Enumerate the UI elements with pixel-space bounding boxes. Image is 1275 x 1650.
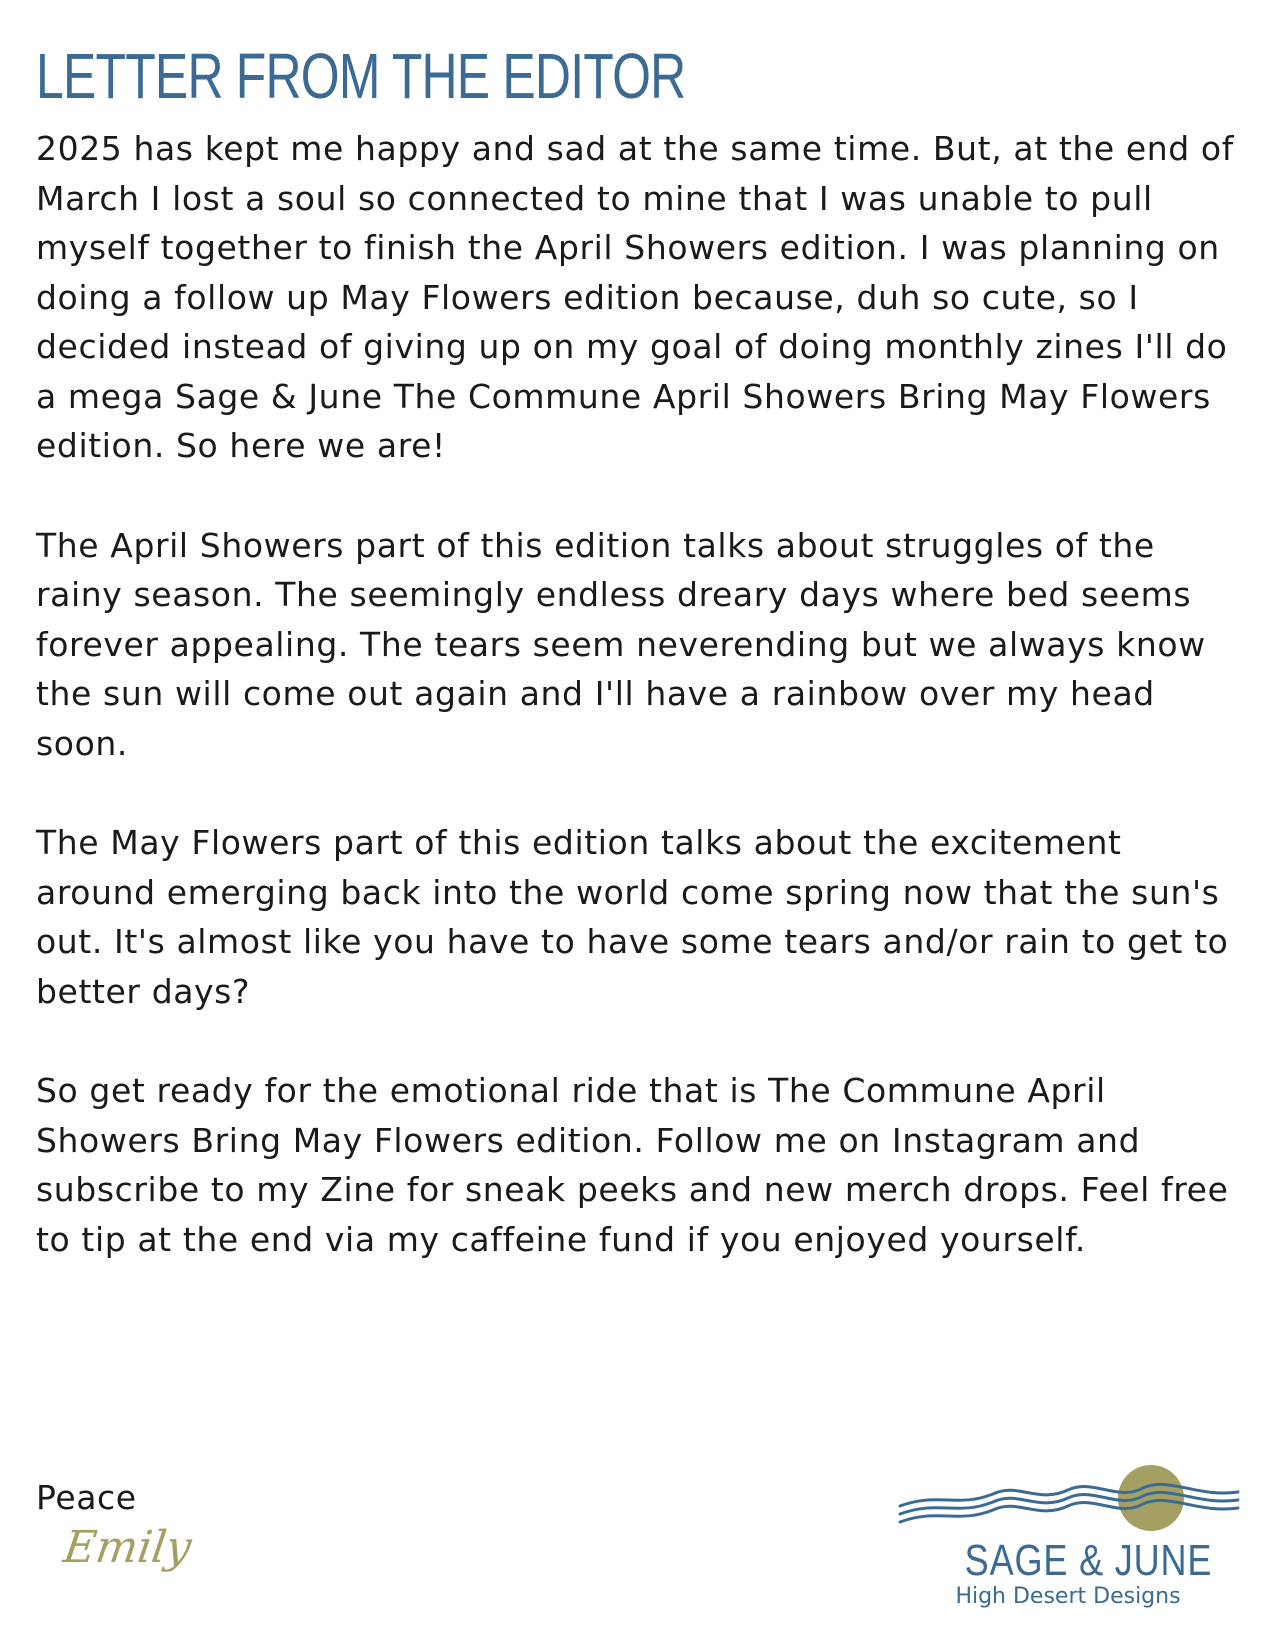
logo-tagline: High Desert Designs (955, 1584, 1181, 1609)
mountain-sun-logo-icon (898, 1462, 1242, 1542)
paragraph-april-showers: The April Showers part of this edition talks about struggles of the rainy season. The seemingly endless dreary days where bed seems forever appealing. The tears seem neverending but we always know the sun will come out again and I'll have a rainbow over my head soon. (36, 525, 1206, 763)
paragraph-may-flowers: The May Flowers part of this edition talks about the excitement around emerging back into the world come spring now that the sun's out. It's almost like you have to have some tears and/or rain to get to better days? (36, 823, 1229, 1011)
brand-logo (898, 1462, 1242, 1622)
signature: Emily (60, 1522, 195, 1573)
signoff: Peace (36, 1478, 137, 1517)
letter-body (36, 124, 1251, 1314)
paragraph-closing: So get ready for the emotional ride that is The Commune April Showers Bring May Flowers edition. Follow me on Instagram and subscribe to my Zine for sneak peeks and new merch drops. Feel free to tip at the end via my caffeine fund if you enjoyed yourself. (36, 1071, 1229, 1259)
mountain-waves-icon (900, 1484, 1238, 1522)
sun-icon (1118, 1465, 1184, 1531)
paragraph-intro: 2025 has kept me happy and sad at the same time. But, at the end of March I lost a soul so connected to mine that I was unable to pull myself together to finish the April Showers edition. I was planning on doing a follow up May Flowers edition because, duh so cute, so I decided instead of giving up on my goal of doing monthly zines I'll do a mega Sage & June The Commune April Showers Bring May Flowers edition. So here we are! (36, 129, 1234, 465)
page-title: LETTER FROM THE EDITOR (36, 40, 686, 112)
logo-brand-name: SAGE & JUNE (964, 1536, 1213, 1585)
